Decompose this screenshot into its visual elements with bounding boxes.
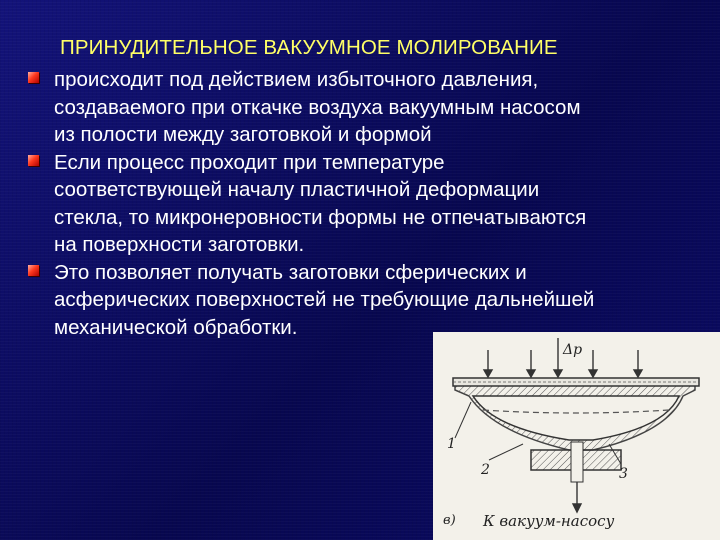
bullet-line: создаваемого при откачке воздуха вакуумным насосом (54, 95, 581, 119)
part-label-3: 3 (619, 466, 628, 482)
mold-diagram (433, 332, 720, 540)
bullet-line: соответствующей началу пластичной деформации (54, 178, 540, 201)
bullet-marker-icon (28, 265, 39, 276)
bullet-line: Это позволяет получать заготовки сферических и (54, 260, 527, 284)
pump-label: К вакуум-насосу (483, 512, 615, 530)
mold-cavity (473, 396, 679, 440)
bullet-marker-icon (28, 72, 39, 83)
part-label-1: 1 (447, 436, 456, 452)
mold-diagram-svg (433, 332, 720, 540)
part-label-2: 2 (481, 462, 490, 478)
bullet-line: стекла, то микронеровности формы не отпечатываются (54, 205, 587, 229)
bullet-line: из полости между заготовкой и формой (54, 123, 432, 146)
bullet-marker-icon (28, 155, 39, 166)
bullet-line: происходит под действием избыточного давления, (54, 68, 539, 91)
pump-arrow (573, 482, 581, 512)
bullet-item (0, 149, 694, 259)
pressure-label: Δр (563, 342, 583, 358)
bullet-line: Если процесс проходит при температуре (54, 150, 445, 174)
bullet-item (0, 66, 694, 149)
panel-label: в) (443, 513, 456, 528)
bullet-line: на поверхности заготовки. (54, 233, 305, 256)
slide-title: ПРИНУДИТЕЛЬНОЕ ВАКУУМНОЕ МОЛИРОВАНИЕ (60, 36, 558, 59)
bullet-line: асферических поверхностей не требующие дальнейшей (54, 288, 595, 311)
bullet-line: механической обработки. (54, 315, 298, 339)
bullet-list (0, 66, 720, 341)
bullet-item (0, 259, 694, 342)
